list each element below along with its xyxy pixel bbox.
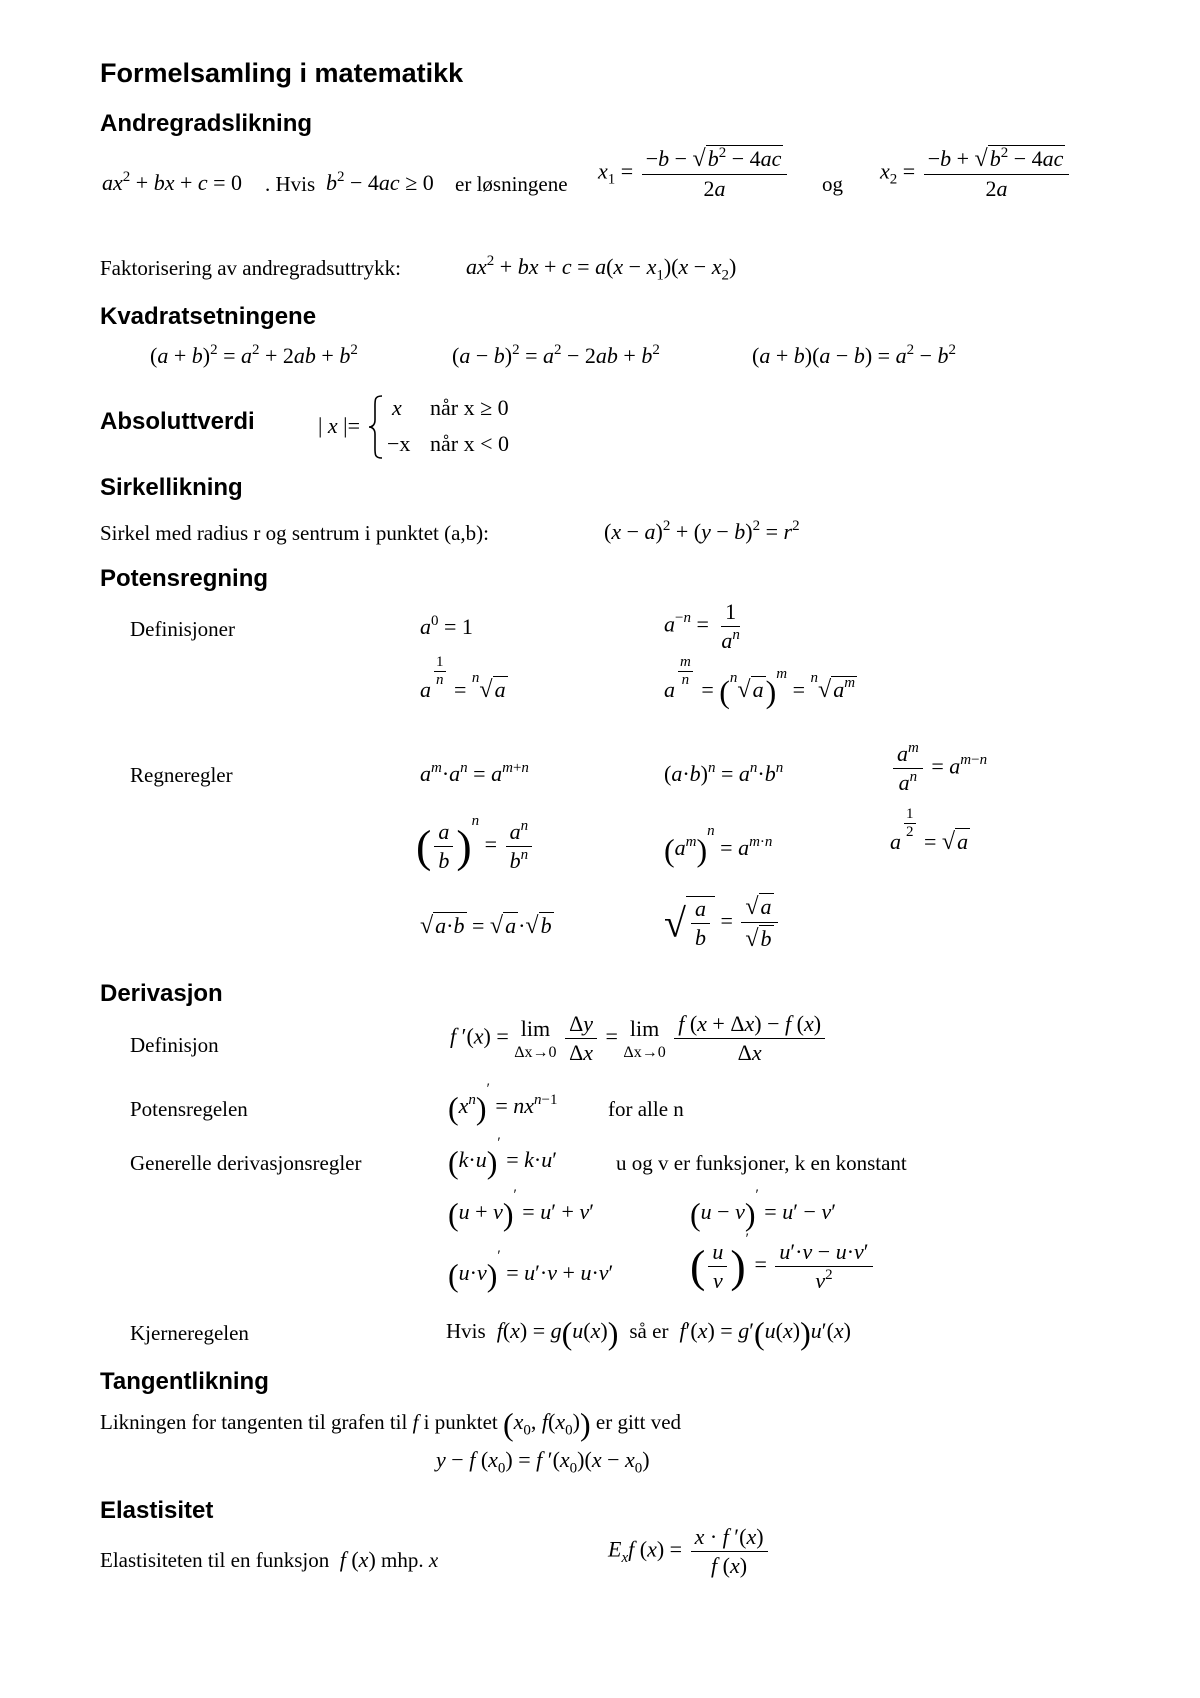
square-formula-1: $(a + b)^2 = a^2 + 2ab + b^2$: [150, 341, 358, 368]
abs-case-2-condition: når x < 0: [430, 431, 509, 456]
text-tangent: Likningen for tangenten til grafen til f i punktet ($x_0$, $f(x_0)$) er gitt ved: [100, 1405, 682, 1442]
rule-constant-factor: (k·u)′ = k·u′: [448, 1134, 558, 1180]
label-kjerneregelen: Kjerneregelen: [130, 1321, 249, 1345]
square-formula-3: $(a + b)(a - b) = a^2 - b^2$: [752, 341, 956, 368]
power-rule-power-of-power: $(a^m)^n = a^{m\cdot n}$: [664, 822, 773, 868]
label-potensregelen: Potensregelen: [130, 1097, 248, 1121]
solution-x1: $x_1$ = $\frac{-b - √b^2 - 4ac}{2a}$: [598, 145, 790, 202]
text-og: og: [822, 172, 843, 196]
rule-product: (u·v)′ = u′·v + u·v′: [448, 1247, 614, 1293]
power-rule-half: a $^{\frac{1}{2}}$ = √a: [890, 806, 969, 855]
heading-kvadratsetningene: Kvadratsetningene: [100, 303, 317, 330]
power-rule-quotient: $\frac{a^m}{a^n}$ = $a^{m-n}$: [890, 742, 987, 795]
text-er-losningene: er løsningene: [455, 172, 568, 196]
power-rule-product-base: $(a\cdot b)^n = a^n\cdot b^n$: [664, 759, 784, 786]
abs-case-1-condition: når x ≥ 0: [430, 395, 509, 420]
discriminant-condition: $b^2 - 4ac \ge 0$: [326, 168, 434, 195]
text-faktorisering: Faktorisering av andregradsuttrykk:: [100, 256, 401, 280]
root-rule-quotient: √ $\frac{a}{b}$ = $\frac{√a}{√b}$: [664, 893, 781, 953]
quadratic-equation: $ax^2$ + bx + c = 0: [102, 168, 243, 195]
square-formula-2: $(a - b)^2 = a^2 - 2ab + b^2$: [452, 341, 660, 368]
heading-andregradslikning: Andregradslikning: [100, 110, 313, 137]
rule-sum: (u + v)′ = u′ + v′: [448, 1186, 595, 1232]
power-def-zero: $a^0 = 1$: [420, 612, 473, 639]
heading-elastisitet: Elastisitet: [100, 1497, 214, 1524]
label-definisjon: Definisjon: [130, 1033, 219, 1057]
heading-absoluttverdi: Absoluttverdi: [100, 408, 255, 435]
left-brace-icon: [366, 394, 386, 460]
derivative-definition: f ′(x) = lim Δx→0 $\frac{\Delta y}{\Delta x}$ = lim Δx→0 $\frac{f (x + \Delta x) - f (x)}{\Delta x}$: [450, 1012, 828, 1065]
label-definisjoner: Definisjoner: [130, 617, 235, 641]
elasticity-equation: $E_xf$ (x) = $\frac{x \cdot f '(x)}{f (x)}$: [608, 1525, 771, 1578]
heading-potensregning: Potensregning: [100, 565, 269, 592]
power-rule-product: $a^m\cdot a^n = a^{m+n}$: [420, 759, 529, 786]
factorization-equation: $ax^2$ + bx + $c = a(x - x_1)(x - x_2)$: [466, 252, 737, 284]
tangent-equation: y − f $(x_0) = f$ $'(x_0)(x - x_0)$: [436, 1447, 650, 1477]
circle-equation: $(x - a)^2 + (y - b)^2 = r^2$: [604, 517, 800, 544]
heading-tangentlikning: Tangentlikning: [100, 1368, 269, 1395]
power-rule-fraction-base: ( $\frac{a}{b}$ )$^n$ = $\frac{a^n}{b^n}$: [416, 820, 535, 873]
text-sirkel: Sirkel med radius r og sentrum i punktet (a,b):: [100, 521, 490, 545]
abs-case-2-value: −x: [387, 431, 411, 456]
text-elastisitet: Elastisiteten til en funksjon f (x) mhp. x: [100, 1547, 439, 1572]
document-title: Formelsamling i matematikk: [100, 58, 464, 88]
power-def-root: a $^{\frac{1}{n}}$ = $^n$√a: [420, 654, 506, 703]
text-for-alle-n: for alle n: [608, 1097, 684, 1121]
label-generelle-regler: Generelle derivasjonsregler: [130, 1151, 362, 1175]
abs-case-1-value: x: [392, 395, 402, 420]
heading-sirkellikning: Sirkellikning: [100, 474, 243, 501]
solution-x2: $x_2$ = $\frac{-b + √b^2 - 4ac}{2a}$: [880, 145, 1072, 202]
label-regneregler: Regneregler: [130, 763, 233, 787]
rule-difference: (u − v)′ = u′ − v′: [690, 1186, 837, 1232]
absolute-value-lhs: | x |=: [318, 413, 360, 438]
text-uv-functions-note: u og v er funksjoner, k en konstant: [616, 1151, 907, 1175]
rule-quotient: ( $\frac{u}{v}$ )′ = $\frac{u'\cdot v - u\cdot v'}{v^2}$: [690, 1240, 876, 1293]
root-rule-product: √a·b = √a·√b: [420, 913, 552, 939]
power-def-fraction: a $^{\frac{m}{n}}$ = $(^n√a)^m = ^n√a^m$: [664, 654, 856, 710]
power-rule-derivative: $(x^n)' = nx^{n-1}$: [448, 1080, 558, 1126]
heading-derivasjon: Derivasjon: [100, 980, 223, 1007]
power-def-negative: $a^{-n}$ = $\frac{1}{a^n}$: [664, 599, 740, 654]
text-hvis: . Hvis: [265, 172, 316, 196]
chain-rule-equation: Hvis f(x) = g(u(x)) så er f′(x) = g′(u(x))u′(x): [446, 1314, 851, 1351]
